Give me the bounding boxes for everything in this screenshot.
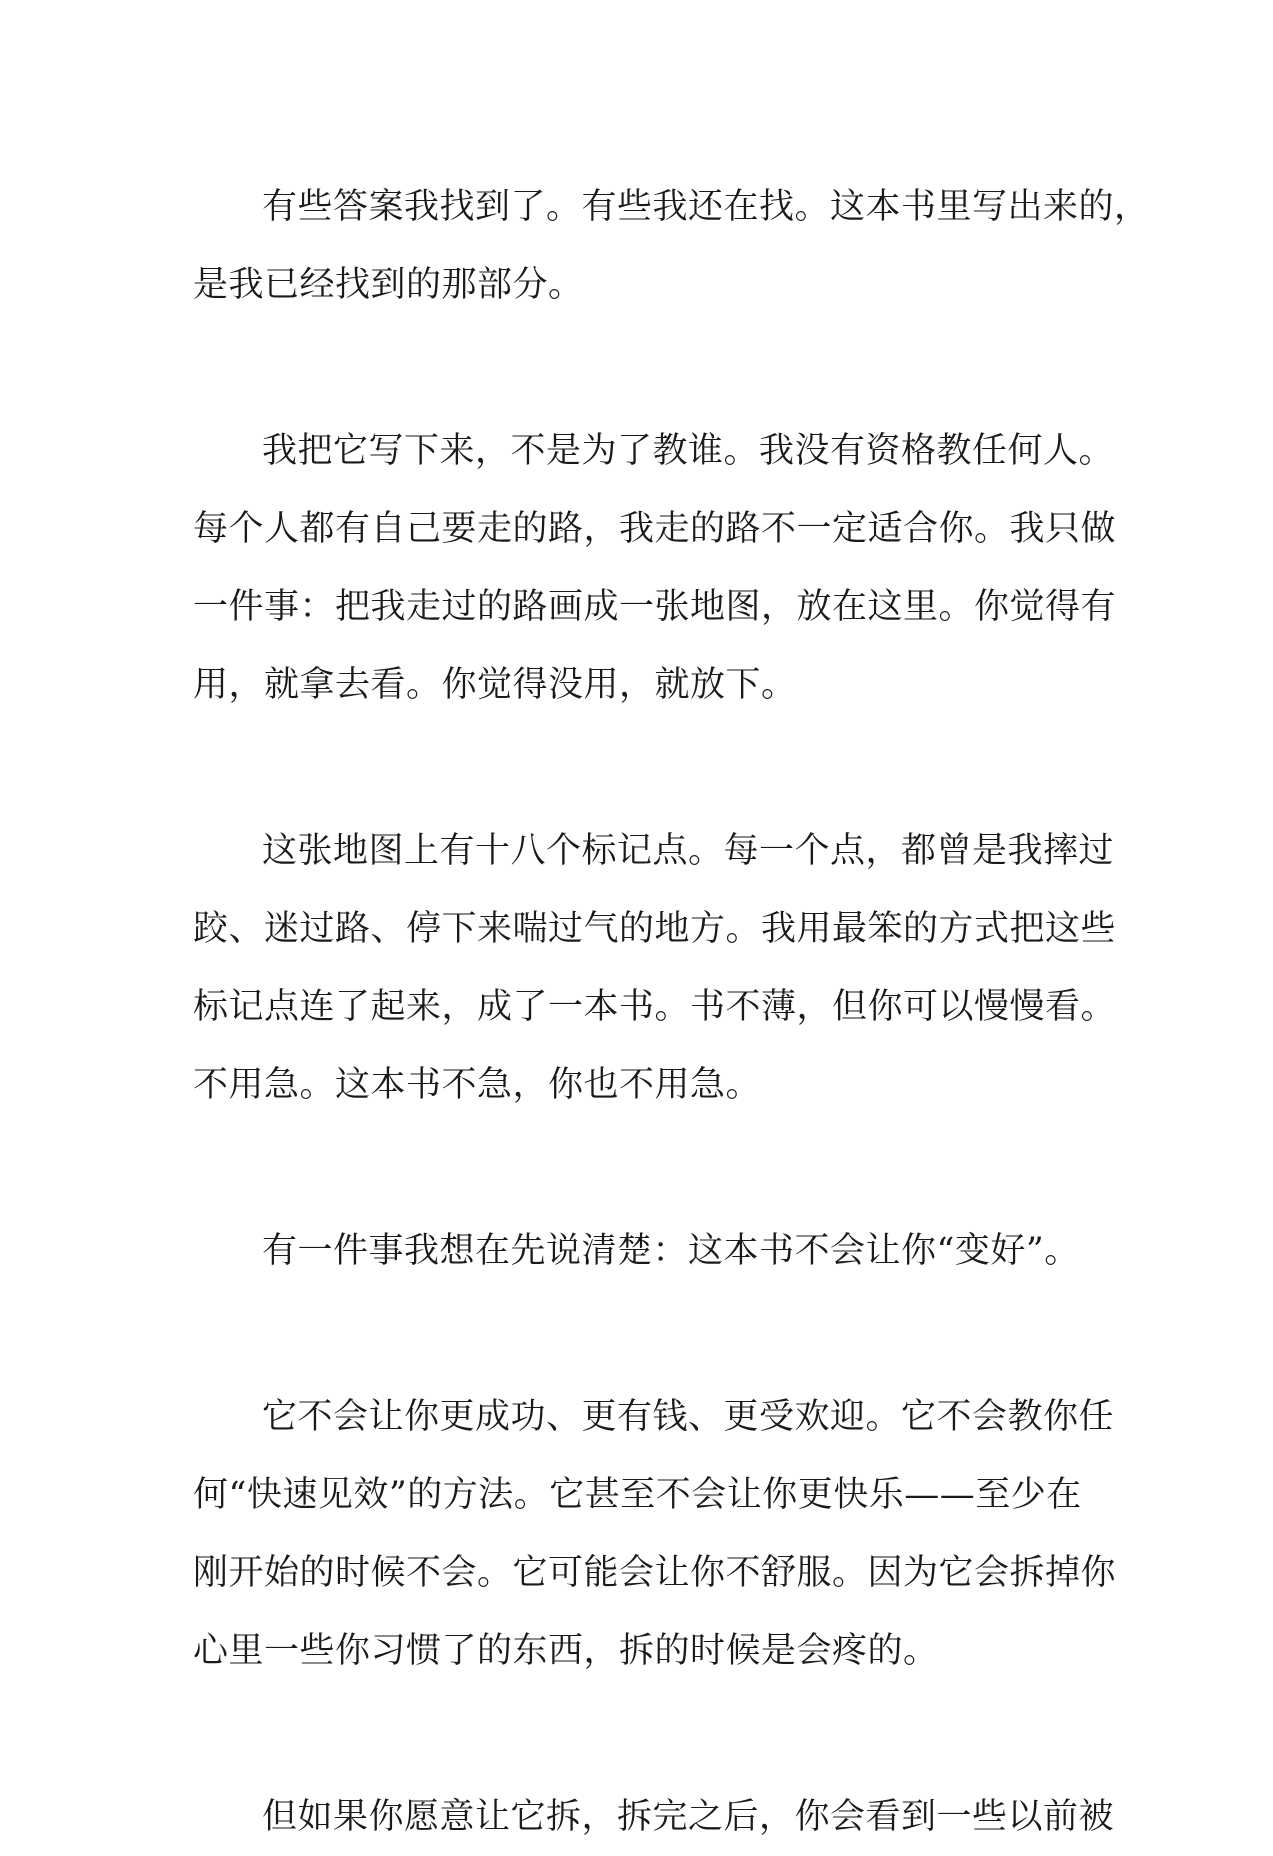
paragraph xyxy=(193,168,1150,324)
text-line: 跤、迷过路、停下来喘过气的地方。我用最笨的方式把这些 xyxy=(193,909,1117,949)
text-line: 有些答案我找到了。有些我还在找。这本书里写出来的， xyxy=(262,187,1150,227)
text-line: 不用急。这本书不急，你也不用急。 xyxy=(193,1065,762,1105)
text-line: 这张地图上有十八个标记点。每一个点，都曾是我摔过 xyxy=(262,831,1115,871)
text-line: 但如果你愿意让它拆，拆完之后，你会看到一些以前被 xyxy=(262,1797,1115,1837)
text-line: 是我已经找到的那部分。 xyxy=(193,265,584,305)
paragraph xyxy=(193,1212,1083,1290)
text-line: 有一件事我想在先说清楚：这本书不会让你“变好”。 xyxy=(262,1231,1080,1271)
text-line: 标记点连了起来，成了一本书。书不薄，但你可以慢慢看。 xyxy=(193,987,1117,1027)
text-line: 何“快速见效”的方法。它甚至不会让你更快乐——至少在 xyxy=(193,1475,1082,1515)
paragraph xyxy=(193,1778,1115,1856)
text-line: 心里一些你习惯了的东西，拆的时候是会疼的。 xyxy=(193,1631,939,1671)
text-line: 每个人都有自己要走的路，我走的路不一定适合你。我只做 xyxy=(193,509,1117,549)
text-line: 刚开始的时候不会。它可能会让你不舒服。因为它会拆掉你 xyxy=(193,1553,1117,1593)
text-line: 我把它写下来，不是为了教谁。我没有资格教任何人。 xyxy=(262,431,1115,471)
text-line: 用，就拿去看。你觉得没用，就放下。 xyxy=(193,665,797,705)
paragraph xyxy=(193,812,1117,1124)
text-line: 它不会让你更成功、更有钱、更受欢迎。它不会教你任 xyxy=(262,1397,1115,1437)
paragraph xyxy=(193,1378,1117,1690)
text-line: 一件事：把我走过的路画成一张地图，放在这里。你觉得有 xyxy=(193,587,1117,627)
body-text xyxy=(193,168,1150,1856)
paragraph xyxy=(193,412,1117,724)
